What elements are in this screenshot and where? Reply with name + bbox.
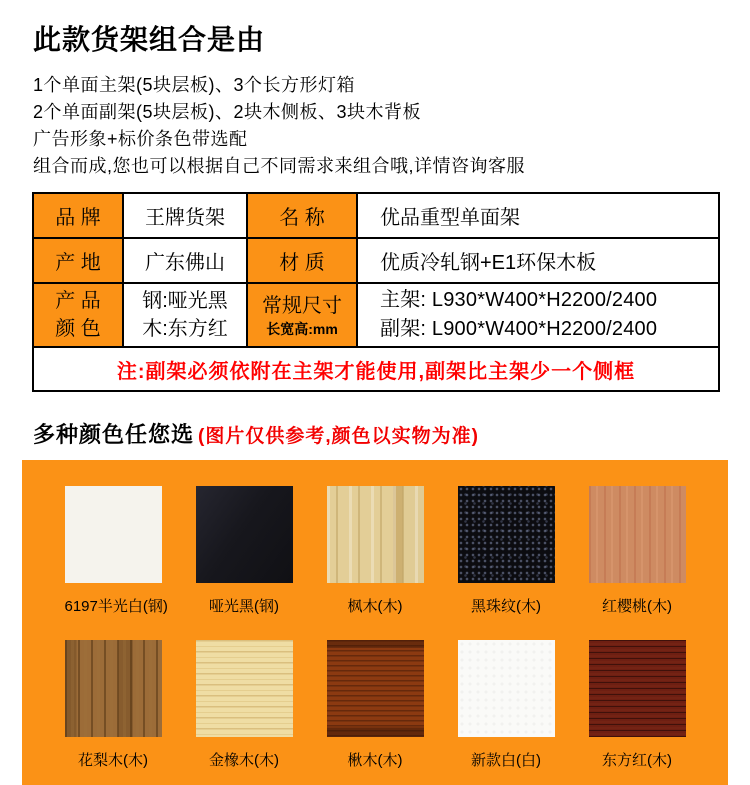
brand-value-cell: 王牌货架 (123, 193, 247, 238)
swatch-label: 金橡木(木) (209, 752, 279, 769)
material-label-cell: 材 质 (247, 238, 357, 283)
swatch-label: 新款白(白) (471, 752, 541, 769)
spec-table (32, 192, 720, 392)
table-row (33, 283, 719, 347)
product-description (33, 72, 717, 180)
sub-rack-size: 副架: L900*W400*H2200/2400 (380, 318, 658, 340)
color-swatch-panel (22, 460, 728, 785)
origin-label-cell: 产 地 (33, 238, 123, 283)
name-value-cell: 优品重型单面架 (357, 193, 719, 238)
page-title: 此款货架组合是由 (33, 24, 266, 55)
table-note: 注:副架必须依附在主架才能使用,副架比主架少一个侧框 (33, 347, 719, 391)
size-value-cell (357, 283, 719, 347)
description-line: 组合而成,您也可以根据自己不同需求来组合哦,详情咨询客服 (33, 156, 525, 176)
swatch-redcherry-wood (589, 486, 686, 583)
swatch-item (196, 640, 293, 770)
size-label-line1: 常规尺寸 (262, 295, 342, 317)
wood-color-line: 木:东方红 (142, 318, 228, 340)
description-line: 广告形象+标价条色带选配 (33, 129, 248, 149)
swatch-newwhite (458, 640, 555, 737)
colors-heading-title: 多种颜色任您选 (33, 422, 195, 447)
main-rack-size: 主架: L930*W400*H2200/2400 (380, 289, 658, 311)
swatch-item (458, 640, 555, 770)
swatch-item (196, 486, 293, 616)
swatch-item (458, 486, 555, 616)
size-label-line2: 长宽高:mm (266, 321, 338, 337)
swatch-item (589, 486, 686, 616)
swatch-matteblack-steel (196, 486, 293, 583)
swatch-label: 花梨木(木) (78, 752, 148, 769)
name-label-cell: 名 称 (247, 193, 357, 238)
material-value-cell: 优质冷轧钢+E1环保木板 (357, 238, 719, 283)
swatch-label: 哑光黑(钢) (209, 598, 279, 615)
swatch-orientalred-wood (589, 640, 686, 737)
colors-heading (33, 418, 750, 449)
colors-heading-note: (图片仅供参考,颜色以实物为准) (198, 426, 479, 447)
origin-value-cell: 广东佛山 (123, 238, 247, 283)
swatch-catalpa-wood (327, 640, 424, 737)
swatch-label: 红樱桃(木) (602, 598, 672, 615)
description-line: 1个单面主架(5块层板)、3个长方形灯箱 (33, 75, 356, 95)
swatch-label: 黑珠纹(木) (471, 598, 541, 615)
swatch-item (64, 486, 168, 616)
swatch-item (65, 640, 162, 770)
table-row (33, 347, 719, 391)
steel-color-line: 钢:哑光黑 (142, 290, 228, 312)
product-color-label-line1: 产 品 (55, 290, 101, 312)
description-line: 2个单面副架(5块层板)、2块木侧板、3块木背板 (33, 102, 422, 122)
intro-section (0, 0, 750, 180)
product-color-value-cell (123, 283, 247, 347)
swatch-label: 东方红(木) (602, 752, 672, 769)
table-row (33, 238, 719, 283)
swatch-maple-wood (327, 486, 424, 583)
swatch-item (589, 640, 686, 770)
swatch-label: 楸木(木) (347, 752, 403, 769)
swatch-label: 6197半光白(钢) (64, 598, 168, 615)
swatch-item (327, 640, 424, 770)
brand-label-cell: 品 牌 (33, 193, 123, 238)
swatch-rosewood-wood (65, 640, 162, 737)
swatch-halfwhite-steel (65, 486, 162, 583)
swatch-blackpearl-wood (458, 486, 555, 583)
product-color-label-cell (33, 283, 123, 347)
swatch-item (327, 486, 424, 616)
size-label-cell (247, 283, 357, 347)
swatch-label: 枫木(木) (347, 598, 403, 615)
swatch-goldoak-wood (196, 640, 293, 737)
product-color-label-line2: 颜 色 (55, 318, 101, 340)
table-row (33, 193, 719, 238)
swatch-grid (22, 486, 728, 770)
